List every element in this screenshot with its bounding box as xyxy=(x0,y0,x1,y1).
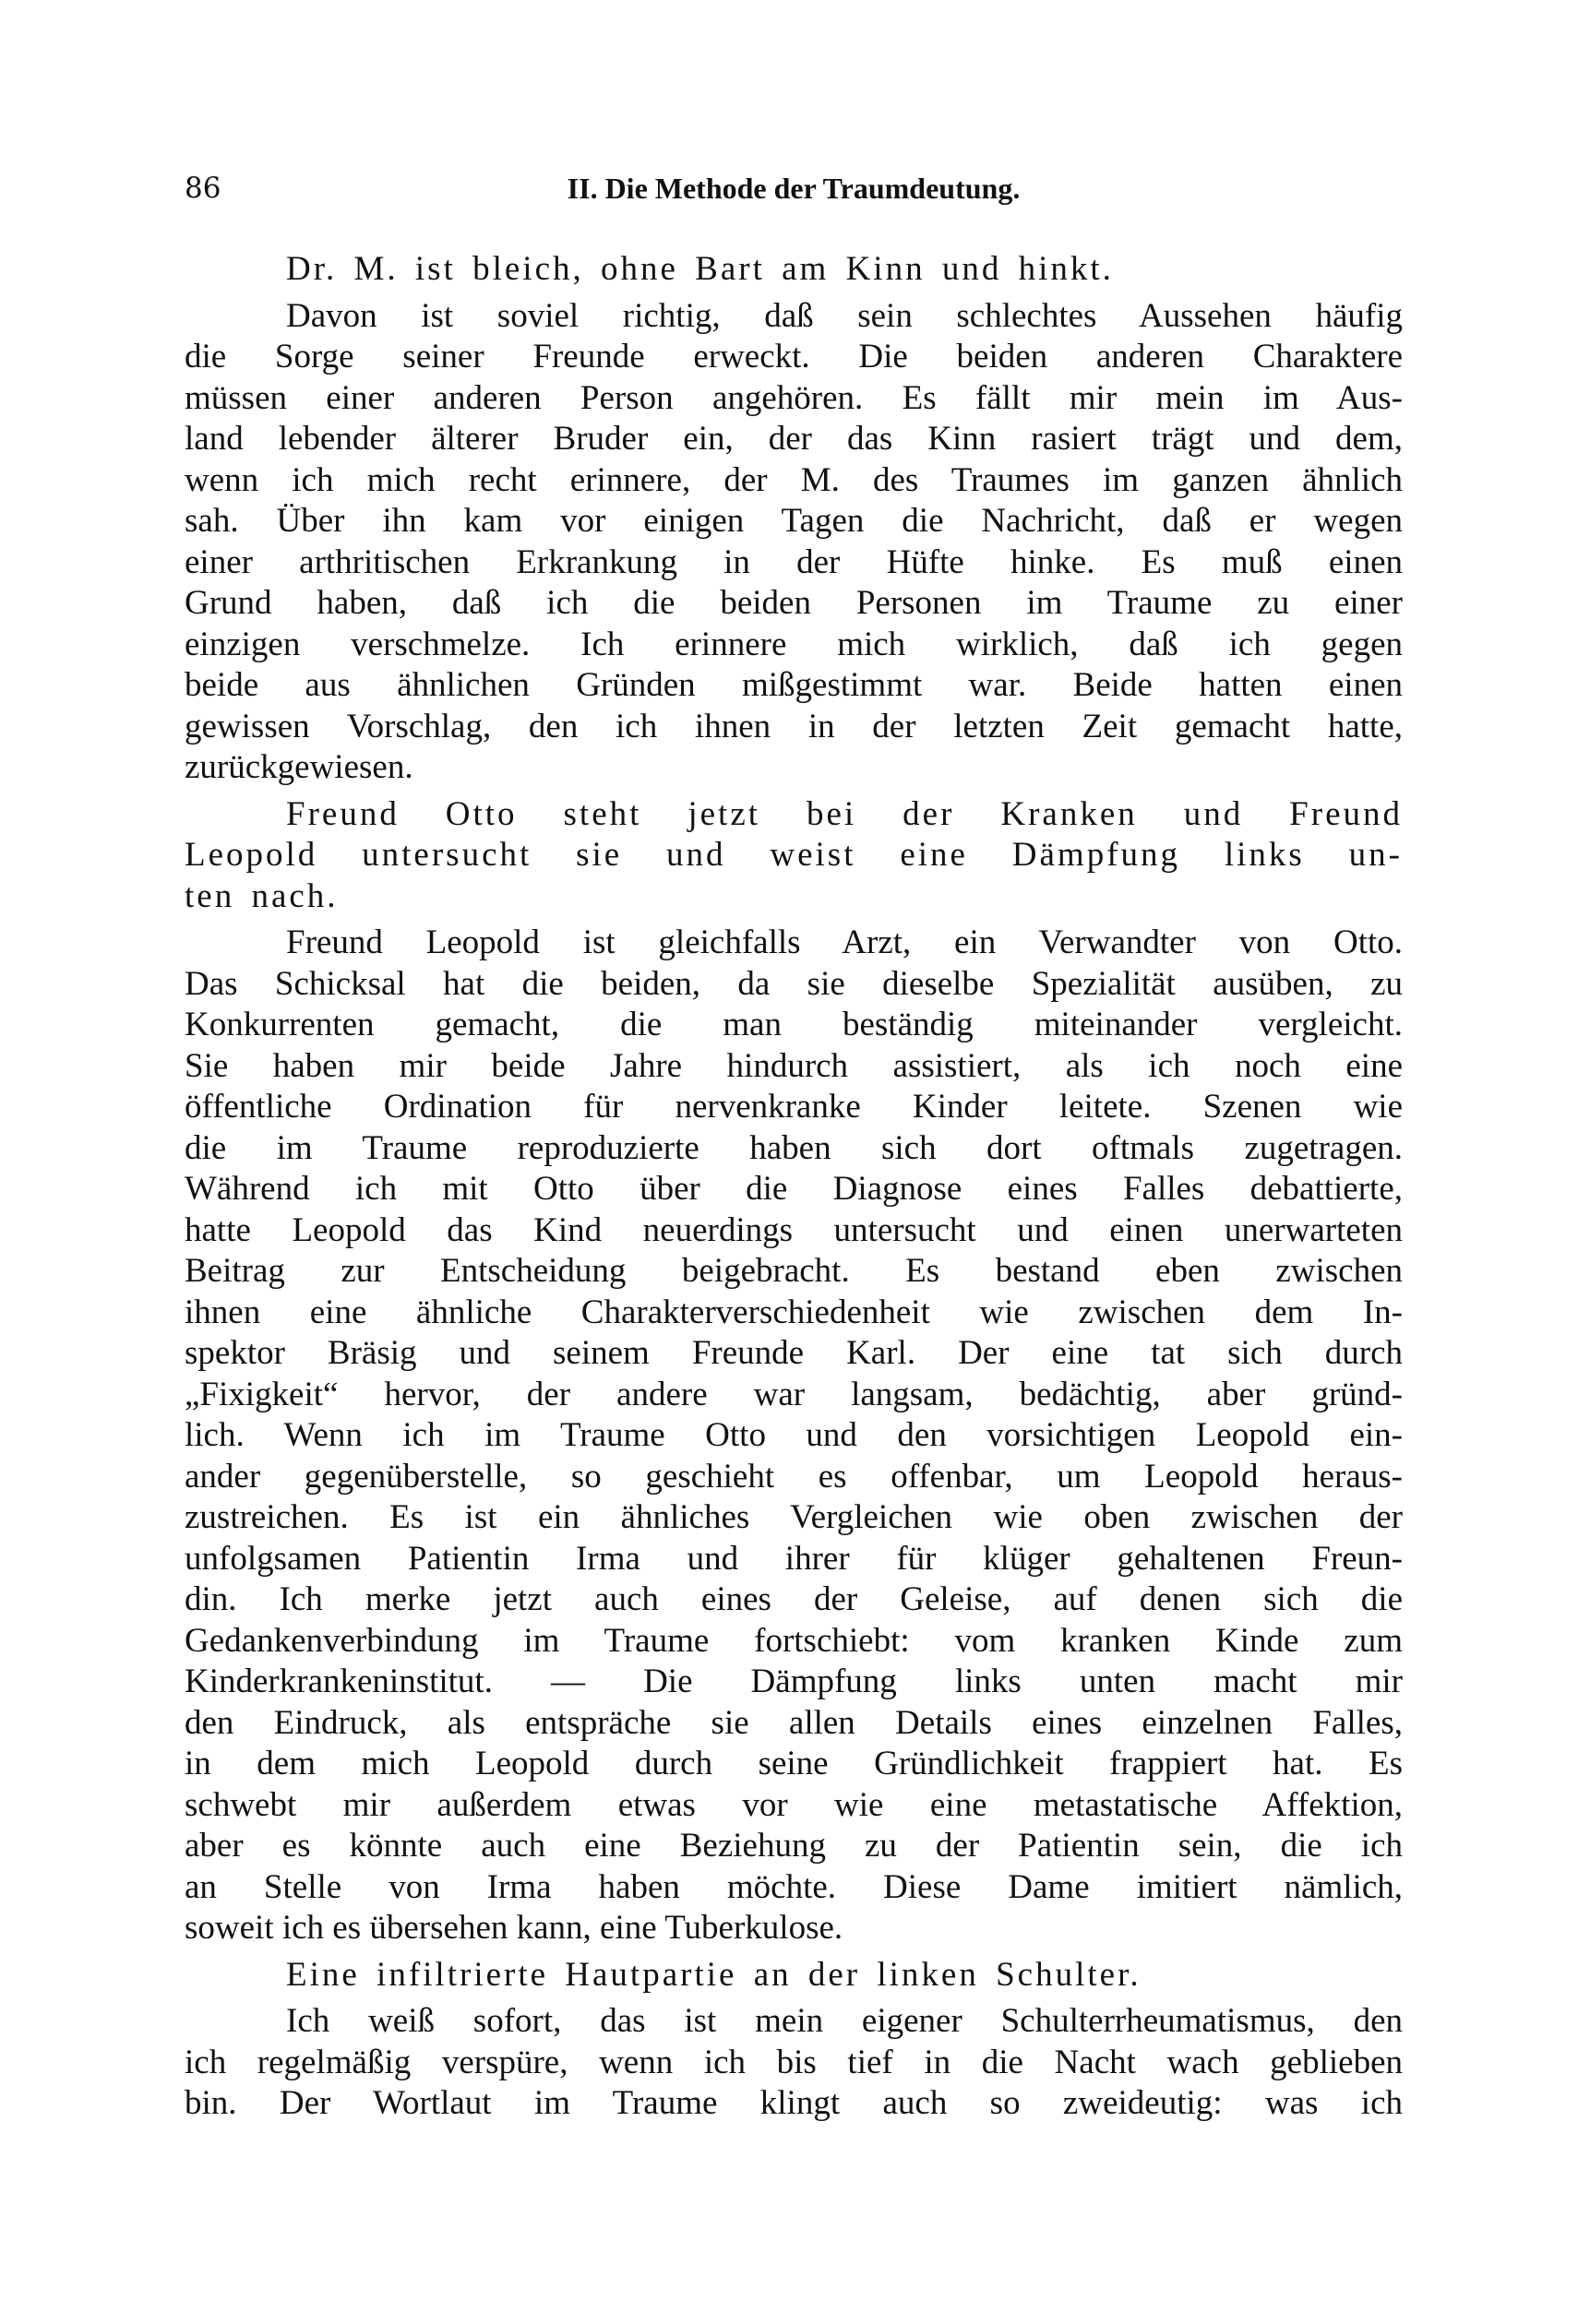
text-line: lich. Wenn ich im Traume Otto und den vorsichtigen Leopold ein- xyxy=(185,1416,1403,1454)
text-paragraph xyxy=(185,2001,1403,2125)
text-line: land lebender älterer Bruder ein, der das Kinn rasiert trägt und dem, xyxy=(185,420,1403,458)
text-line: Eine infiltrierte Hautpartie an der linken Schulter. xyxy=(286,1955,1142,1994)
text-line: Konkurrenten gemacht, die man beständig miteinander vergleicht. xyxy=(185,1006,1403,1043)
text-line: die im Traume reproduzierte haben sich dort oftmals zugetragen. xyxy=(185,1128,1403,1167)
text-line: Grund haben, daß ich die beiden Personen im Traume zu einer xyxy=(185,584,1403,622)
dream-quote-paragraph xyxy=(185,794,1403,918)
text-line: „Fixigkeit“ hervor, der andere war langsam, bedächtig, aber gründ- xyxy=(185,1375,1403,1413)
text-line: Freund Otto steht jetzt bei der Kranken und Freund xyxy=(286,794,1403,833)
dream-quote-paragraph xyxy=(185,249,1403,291)
text-line: Davon ist soviel richtig, daß sein schlechtes Aussehen häufig xyxy=(286,296,1403,335)
text-line: den Eindruck, als entspräche sie allen Details eines einzelnen Falles, xyxy=(185,1703,1403,1742)
text-line: Das Schicksal hat die beiden, da sie dieselbe Spezialität ausüben, zu xyxy=(185,964,1403,1003)
text-line: Leopold untersucht sie und weist eine Dämpfung links un- xyxy=(185,836,1403,874)
text-line: zustreichen. Es ist ein ähnliches Vergleichen wie oben zwischen der xyxy=(185,1498,1403,1536)
text-line: öffentliche Ordination für nervenkranke Kinder leitete. Szenen wie xyxy=(185,1088,1403,1126)
text-line: wenn ich mich recht erinnere, der M. des Traumes im ganzen ähnlich xyxy=(185,460,1403,499)
running-head: II. Die Methode der Traumdeutung. xyxy=(567,172,1021,205)
text-line: spektor Bräsig und seinem Freunde Karl. Der eine tat sich durch xyxy=(185,1334,1403,1372)
text-line: Ich weiß sofort, das ist mein eigener Schulterrheumatismus, den xyxy=(286,2002,1403,2040)
text-line: beide aus ähnlichen Gründen mißgestimmt war. Beide hatten einen xyxy=(185,666,1403,704)
text-line: an Stelle von Irma haben möchte. Diese Dame imitiert nämlich, xyxy=(185,1867,1403,1906)
text-line: din. Ich merke jetzt auch eines der Geleise, auf denen sich die xyxy=(185,1580,1403,1618)
dream-quote-paragraph xyxy=(185,1955,1403,1996)
text-line: zurückgewiesen. xyxy=(185,748,413,786)
text-line: schwebt mir außerdem etwas vor wie eine metastatische Affektion, xyxy=(185,1785,1403,1824)
text-line: hatte Leopold das Kind neuerdings untersucht und einen unerwarteten xyxy=(185,1210,1403,1249)
text-line: Kinderkrankeninstitut. — Die Dämpfung links unten macht mir xyxy=(185,1663,1403,1700)
text-line: aber es könnte auch eine Beziehung zu der Patientin sein, die ich xyxy=(185,1827,1403,1865)
text-line: ich regelmäßig verspüre, wenn ich bis tief in die Nacht wach geblieben xyxy=(185,2043,1403,2081)
page-body xyxy=(185,249,1403,2130)
text-line: Dr. M. ist bleich, ohne Bart am Kinn und hinkt. xyxy=(286,250,1114,288)
text-line: unfolgsamen Patientin Irma und ihrer für klüger gehaltenen Freun- xyxy=(185,1539,1403,1578)
text-line: Während ich mit Otto über die Diagnose eines Falles debattierte, xyxy=(185,1170,1403,1208)
page-number: 86 xyxy=(185,172,221,205)
text-paragraph xyxy=(185,923,1403,1949)
text-line: ihnen eine ähnliche Charakterverschiedenheit wie zwischen dem In- xyxy=(185,1293,1403,1331)
text-line: ten nach. xyxy=(185,876,339,915)
text-line: gewissen Vorschlag, den ich ihnen in der letzten Zeit gemacht hatte, xyxy=(185,707,1403,745)
text-line: müssen einer anderen Person angehören. Es fällt mir mein im Aus- xyxy=(185,378,1403,417)
text-line: Freund Leopold ist gleichfalls Arzt, ein Verwandter von Otto. xyxy=(286,924,1403,961)
text-line: Gedankenverbindung im Traume fortschiebt: vom kranken Kinde zum xyxy=(185,1621,1403,1660)
text-line: soweit ich es übersehen kann, eine Tuberkulose. xyxy=(185,1909,843,1947)
text-line: bin. Der Wortlaut im Traume klingt auch so zweideutig: was ich xyxy=(185,2084,1403,2122)
text-line: einzigen verschmelze. Ich erinnere mich wirklich, daß ich gegen xyxy=(185,625,1403,663)
text-line: einer arthritischen Erkrankung in der Hüfte hinke. Es muß einen xyxy=(185,542,1403,581)
text-line: Sie haben mir beide Jahre hindurch assistiert, als ich noch eine xyxy=(185,1046,1403,1085)
text-line: Beitrag zur Entscheidung beigebracht. Es bestand eben zwischen xyxy=(185,1252,1403,1290)
text-line: sah. Über ihn kam vor einigen Tagen die Nachricht, daß er wegen xyxy=(185,502,1403,540)
text-line: ander gegenüberstelle, so geschieht es offenbar, um Leopold heraus- xyxy=(185,1457,1403,1496)
page-header xyxy=(185,172,1403,209)
text-line: in dem mich Leopold durch seine Gründlichkeit frappiert hat. Es xyxy=(185,1745,1403,1782)
text-line: die Sorge seiner Freunde erweckt. Die beiden anderen Charaktere xyxy=(185,338,1403,375)
text-paragraph xyxy=(185,296,1403,789)
